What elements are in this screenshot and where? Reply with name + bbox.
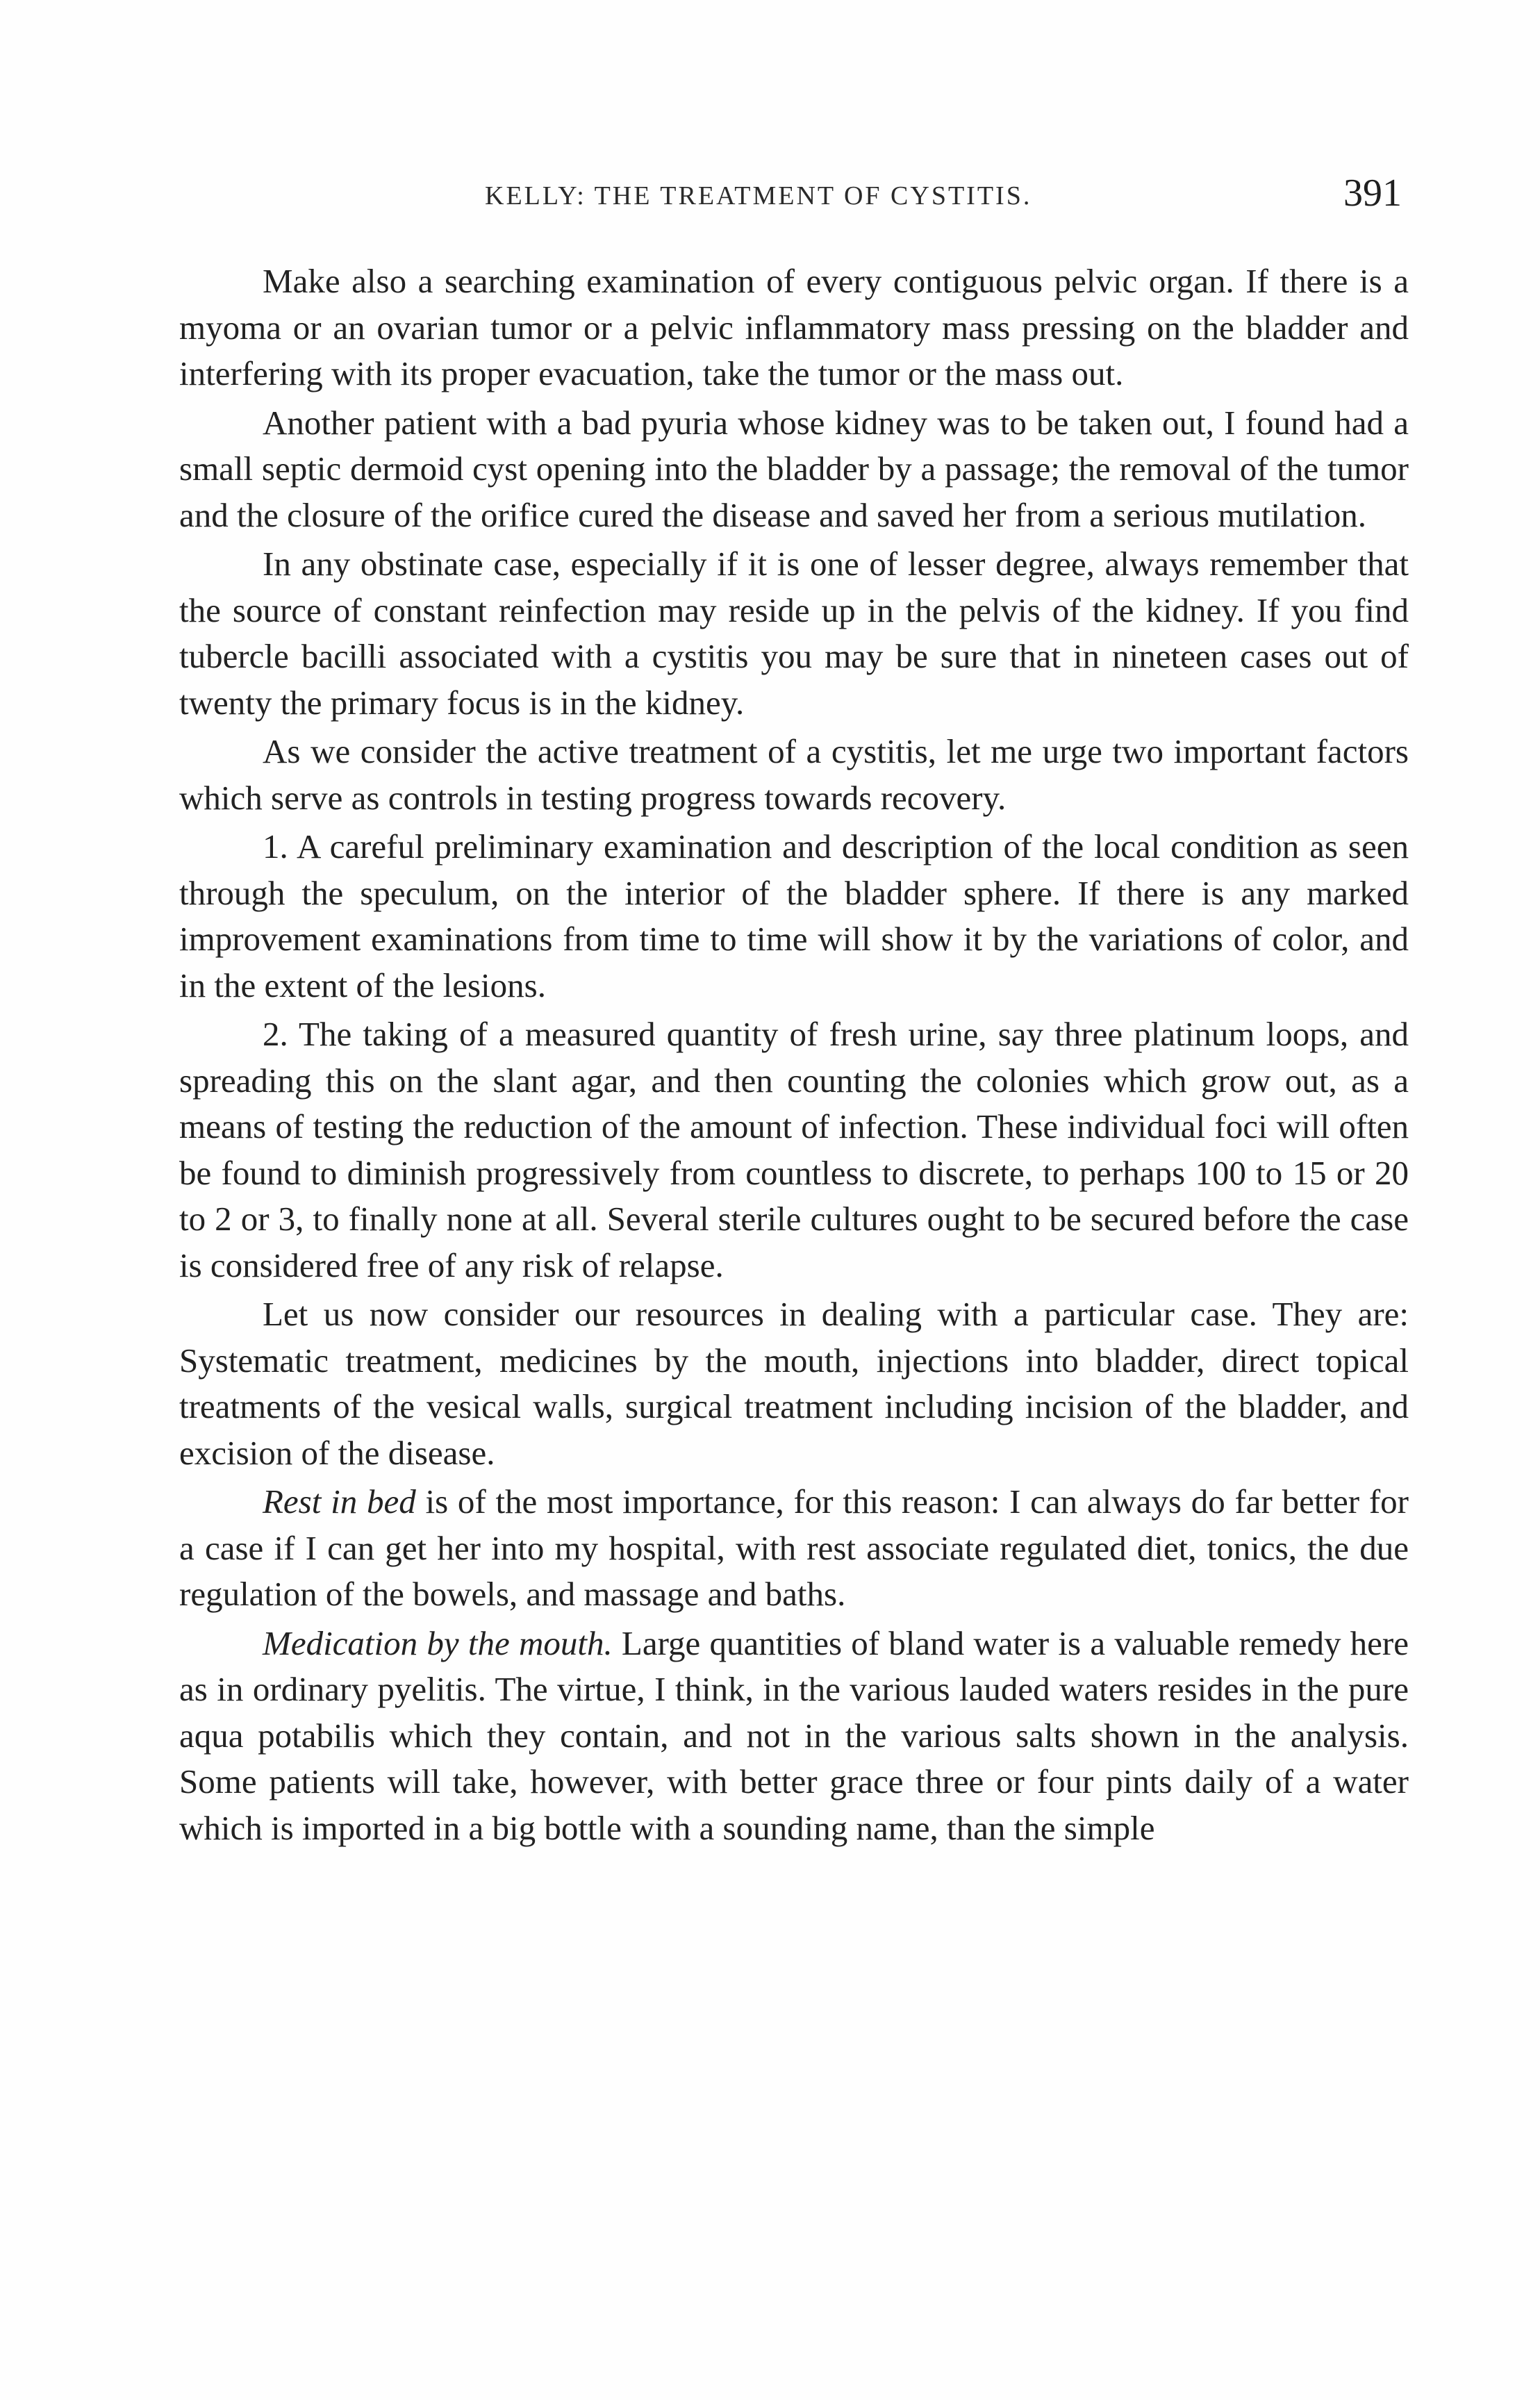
paragraph-control-one — [179, 824, 1409, 1009]
paragraph-text: Make also a searching examination of every contiguous pelvic organ. If there is a myoma or an ovarian tumor or a pelvic inflammatory mass pressing on the bladder and interfering with its proper evacuation, take the tumor or the mass out. — [179, 262, 1409, 392]
paragraph-rest-in-bed — [179, 1479, 1409, 1618]
paragraph-kidney-reinfection — [179, 541, 1409, 726]
running-title: KELLY: THE TREATMENT OF CYSTITIS. — [485, 181, 1032, 210]
paragraph-resources — [179, 1291, 1409, 1476]
paragraph-lead-italic: Medication by the mouth. — [263, 1623, 613, 1662]
paragraph-text: Another patient with a bad pyuria whose kidney was to be taken out, I found had a small septic dermoid cyst opening into the bladder by a passage; the removal of the tumor and the closure of the orifice cured the disease and saved her from a serious mutilation. — [179, 403, 1409, 534]
page-number: 391 — [1343, 172, 1402, 215]
paragraph-active-treatment — [179, 729, 1409, 821]
paragraph-text: Let us now consider our resources in dealing with a particular case. They are: Systematic treatment, medicines by the mouth, injections into bladder, direct topical treatments of the vesical walls, surgical treatment including incision of the bladder, and excision of the disease. — [179, 1295, 1409, 1472]
running-head — [179, 168, 1409, 224]
paragraph-lead-italic: Rest in bed — [263, 1482, 416, 1521]
paragraph-control-two — [179, 1011, 1409, 1289]
paragraph-text: As we consider the active treatment of a cystitis, let me urge two important factors which serve as controls in testing progress towards recovery. — [179, 732, 1409, 817]
paragraph-text: is of the most importance, for this reason: I can always do far better for a case if I can get her into my hospital, with rest associate regulated diet, tonics, the due regulation of the bowels, and massage and baths. — [179, 1482, 1409, 1613]
paragraph-medication — [179, 1621, 1409, 1852]
body-text — [179, 258, 1409, 1854]
paragraph-text: 2. The taking of a measured quantity of fresh urine, say three platinum loops, and spreading this on the slant agar, and then counting the colonies which grow out, as a means of testing the reduction of the amount of infection. These individual foci will often be found to diminish progressively from countless to discrete, to perhaps 100 to 15 or 20 to 2 or 3, to finally none at all. Several sterile cultures ought to be secured before the case is considered free of any risk of relapse. — [179, 1015, 1409, 1284]
paragraph-dermoid-cyst — [179, 400, 1409, 539]
paragraph-text: Large quantities of bland water is a valuable remedy here as in ordinary pyelitis. The virtue, I think, in the various lauded waters resides in the pure aqua potabilis which they contain, and not in the various salts shown in the analysis. Some patients will take, however, with better grace three or four pints daily of a water which is imported in a big bottle with a sounding name, than the simple — [179, 1623, 1409, 1847]
paragraph-pelvic-examination — [179, 258, 1409, 397]
paragraph-text: In any obstinate case, especially if it is one of lesser degree, always remember that the source of constant reinfection may reside up in the pelvis of the kidney. If you find tubercle bacilli associated with a cystitis you may be sure that in nineteen cases out of twenty the primary focus is in the kidney. — [179, 545, 1409, 722]
paragraph-text: 1. A careful preliminary examination and description of the local condition as seen through the speculum, on the interior of the bladder sphere. If there is any marked improvement examinations from time to time will show it by the variations of color, and in the extent of the lesions. — [179, 827, 1409, 1004]
